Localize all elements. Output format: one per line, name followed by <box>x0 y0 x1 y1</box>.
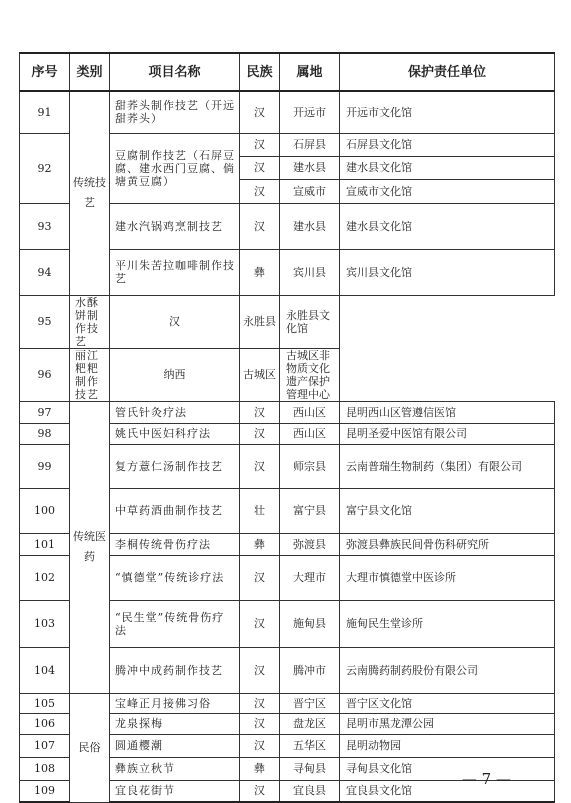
protection-unit-cell: 永胜县文化馆 <box>280 295 340 348</box>
protection-unit-cell: 云南普瑞生物制药（集团）有限公司 <box>340 444 555 488</box>
location-cell: 宣威市 <box>280 179 340 203</box>
project-name: 宜良花街节 <box>110 780 240 802</box>
protection-unit-cell: 施甸民生堂诊所 <box>340 600 555 647</box>
row-number: 101 <box>20 533 70 555</box>
location-cell: 富宁县 <box>280 488 340 533</box>
protection-unit-cell: 昆明圣爱中医馆有限公司 <box>340 423 555 444</box>
protection-unit-cell: 宜良县文化馆 <box>340 780 555 802</box>
project-name: 水酥饼制作技艺 <box>70 295 110 348</box>
header-protection-unit: 保护责任单位 <box>340 53 555 91</box>
location-cell: 古城区 <box>240 348 280 401</box>
ethnicity-cell: 汉 <box>240 423 280 444</box>
location-cell: 师宗县 <box>280 444 340 488</box>
project-name: 建水汽锅鸡烹制技艺 <box>110 203 240 249</box>
ethnicity-cell: 汉 <box>240 156 280 179</box>
table-header-row <box>20 53 555 91</box>
location-cell: 晋宁区 <box>280 693 340 713</box>
row-number: 104 <box>20 647 70 693</box>
ethnicity-cell: 汉 <box>240 203 280 249</box>
protection-unit-cell: 大理市慎德堂中医诊所 <box>340 555 555 600</box>
header-no: 序号 <box>20 53 70 91</box>
project-name: 甜荞头制作技艺（开远甜荞头） <box>110 91 240 133</box>
protection-unit-cell: 云南腾药制药股份有限公司 <box>340 647 555 693</box>
table-row <box>20 295 555 348</box>
header-category: 类别 <box>70 53 110 91</box>
row-number: 92 <box>20 133 70 203</box>
row-number: 106 <box>20 713 70 734</box>
table-row <box>20 401 555 423</box>
protection-unit-cell: 宣威市文化馆 <box>340 179 555 203</box>
project-name: 彝族立秋节 <box>110 757 240 780</box>
ethnicity-cell: 彝 <box>240 533 280 555</box>
location-cell: 五华区 <box>280 734 340 757</box>
location-cell: 大理市 <box>280 555 340 600</box>
table-row <box>20 348 555 401</box>
ethnicity-cell: 汉 <box>240 91 280 133</box>
project-name: 管氏针灸疗法 <box>110 401 240 423</box>
row-number: 102 <box>20 555 70 600</box>
category-cell: 传统技艺 <box>70 91 110 295</box>
protection-unit-cell: 昆明市黑龙潭公园 <box>340 713 555 734</box>
project-name: 复方薏仁汤制作技艺 <box>110 444 240 488</box>
row-number: 98 <box>20 423 70 444</box>
location-cell: 西山区 <box>280 401 340 423</box>
row-number: 97 <box>20 401 70 423</box>
ethnicity-cell: 汉 <box>240 780 280 802</box>
row-number: 107 <box>20 734 70 757</box>
ethnicity-cell: 汉 <box>240 734 280 757</box>
location-cell: 盘龙区 <box>280 713 340 734</box>
row-number: 103 <box>20 600 70 647</box>
row-number: 94 <box>20 249 70 295</box>
row-number: 93 <box>20 203 70 249</box>
ethnicity-cell: 汉 <box>110 295 240 348</box>
category-cell: 传统医药 <box>70 401 110 693</box>
ethnicity-cell: 汉 <box>240 179 280 203</box>
project-name: 宝峰正月接佛习俗 <box>110 693 240 713</box>
project-name: 姚氏中医妇科疗法 <box>110 423 240 444</box>
protection-unit-cell: 石屏县文化馆 <box>340 133 555 156</box>
row-number: 96 <box>20 348 70 401</box>
project-name: 圆通樱潮 <box>110 734 240 757</box>
location-cell: 开远市 <box>280 91 340 133</box>
protection-unit-cell: 弥渡县彝族民间骨伤科研究所 <box>340 533 555 555</box>
project-name: “慎德堂”传统诊疗法 <box>110 555 240 600</box>
project-name: 丽江粑粑制作技艺 <box>70 348 110 401</box>
location-cell: 施甸县 <box>280 600 340 647</box>
ethnicity-cell: 汉 <box>240 133 280 156</box>
ethnicity-cell: 彝 <box>240 757 280 780</box>
header-location: 属地 <box>280 53 340 91</box>
table-row <box>20 91 555 133</box>
location-cell: 弥渡县 <box>280 533 340 555</box>
row-number: 109 <box>20 780 70 802</box>
ethnicity-cell: 汉 <box>240 693 280 713</box>
header-project-name: 项目名称 <box>110 53 240 91</box>
ethnicity-cell: 汉 <box>240 401 280 423</box>
heritage-table <box>19 52 555 803</box>
protection-unit-cell: 开远市文化馆 <box>340 91 555 133</box>
project-name: 中草药酒曲制作技艺 <box>110 488 240 533</box>
row-number: 105 <box>20 693 70 713</box>
ethnicity-cell: 纳西 <box>110 348 240 401</box>
protection-unit-cell: 古城区非物质文化遗产保护管理中心 <box>280 348 340 401</box>
ethnicity-cell: 汉 <box>240 647 280 693</box>
ethnicity-cell: 汉 <box>240 713 280 734</box>
row-number: 108 <box>20 757 70 780</box>
project-name: 豆腐制作技艺（石屏豆腐、建水西门豆腐、倘塘黄豆腐） <box>110 133 240 203</box>
row-number: 95 <box>20 295 70 348</box>
project-name: 腾冲中成药制作技艺 <box>110 647 240 693</box>
ethnicity-cell: 汉 <box>240 555 280 600</box>
protection-unit-cell: 建水县文化馆 <box>340 203 555 249</box>
location-cell: 宜良县 <box>280 780 340 802</box>
page-number: — 7 — <box>461 770 511 788</box>
protection-unit-cell: 建水县文化馆 <box>340 156 555 179</box>
header-ethnicity: 民族 <box>240 53 280 91</box>
location-cell: 西山区 <box>280 423 340 444</box>
location-cell: 建水县 <box>280 203 340 249</box>
row-number: 91 <box>20 91 70 133</box>
location-cell: 建水县 <box>280 156 340 179</box>
protection-unit-cell: 富宁县文化馆 <box>340 488 555 533</box>
location-cell: 寻甸县 <box>280 757 340 780</box>
ethnicity-cell: 彝 <box>240 249 280 295</box>
protection-unit-cell: 昆明西山区管遵信医馆 <box>340 401 555 423</box>
row-number: 99 <box>20 444 70 488</box>
location-cell: 永胜县 <box>240 295 280 348</box>
table-row <box>20 693 555 713</box>
project-name: 李桐传统骨伤疗法 <box>110 533 240 555</box>
project-name: 龙泉探梅 <box>110 713 240 734</box>
category-cell: 民俗 <box>70 693 110 802</box>
project-name: “民生堂”传统骨伤疗法 <box>110 600 240 647</box>
ethnicity-cell: 汉 <box>240 600 280 647</box>
project-name: 平川朱苦拉咖啡制作技艺 <box>110 249 240 295</box>
ethnicity-cell: 汉 <box>240 444 280 488</box>
table-body <box>20 91 555 802</box>
location-cell: 腾冲市 <box>280 647 340 693</box>
protection-unit-cell: 寻甸县文化馆 <box>340 757 555 780</box>
ethnicity-cell: 壮 <box>240 488 280 533</box>
protection-unit-cell: 晋宁区文化馆 <box>340 693 555 713</box>
row-number: 100 <box>20 488 70 533</box>
location-cell: 石屏县 <box>280 133 340 156</box>
protection-unit-cell: 昆明动物园 <box>340 734 555 757</box>
location-cell: 宾川县 <box>280 249 340 295</box>
protection-unit-cell: 宾川县文化馆 <box>340 249 555 295</box>
